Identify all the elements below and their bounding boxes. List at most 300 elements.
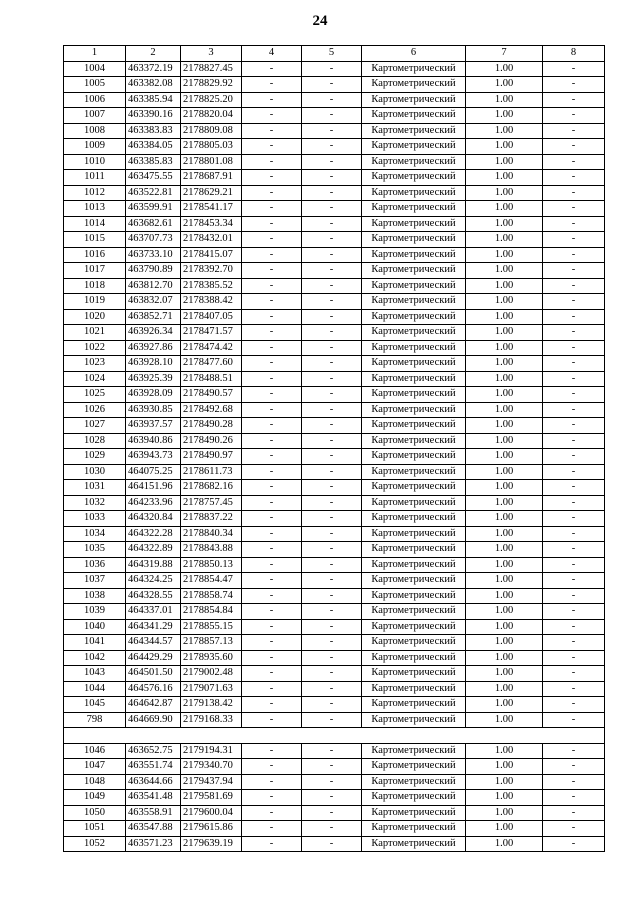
table-cell: 1.00 [466,92,543,108]
table-cell: 463599.91 [126,201,181,217]
table-cell: - [302,232,362,248]
table-cell: 1004 [64,61,126,77]
table-cell: - [543,743,605,759]
table-cell: 1.00 [466,77,543,93]
table-cell: 2178629.21 [181,185,242,201]
table-cell: - [543,681,605,697]
table-row [64,650,605,666]
table-cell: 1011 [64,170,126,186]
table-cell: - [543,170,605,186]
table-cell: - [242,495,302,511]
table-cell: - [242,511,302,527]
table-cell: 1.00 [466,61,543,77]
table-cell: 463812.70 [126,278,181,294]
table-cell: 1030 [64,464,126,480]
table-cell: - [302,154,362,170]
coordinates-table [63,45,605,852]
table-cell: 1.00 [466,666,543,682]
table-cell: 2179581.69 [181,790,242,806]
table-cell: - [543,619,605,635]
table-cell: 463551.74 [126,759,181,775]
table-cell: 2178432.01 [181,232,242,248]
table-cell: - [242,216,302,232]
table-cell: - [543,108,605,124]
table-cell: 1040 [64,619,126,635]
table-cell: 2178490.26 [181,433,242,449]
table-cell: 1035 [64,542,126,558]
table-cell: 1027 [64,418,126,434]
table-row [64,77,605,93]
table-cell: - [543,387,605,403]
table-cell: 1.00 [466,743,543,759]
table-cell: 1.00 [466,387,543,403]
table-cell: Картометрический [362,712,466,728]
table-cell: 1048 [64,774,126,790]
table-cell: 1.00 [466,790,543,806]
table-row [64,774,605,790]
table-cell: Картометрический [362,805,466,821]
table-row [64,743,605,759]
table-cell: - [543,278,605,294]
table-cell: Картометрический [362,480,466,496]
table-cell: - [242,464,302,480]
table-cell: 1.00 [466,371,543,387]
table-cell: 2178471.57 [181,325,242,341]
table-cell: 1019 [64,294,126,310]
table-cell: 463937.57 [126,418,181,434]
table-cell: 1.00 [466,604,543,620]
table-cell: 2178453.34 [181,216,242,232]
table-cell: 463926.34 [126,325,181,341]
table-cell: Картометрический [362,154,466,170]
table-cell: 463475.55 [126,170,181,186]
table-cell: 1.00 [466,805,543,821]
table-cell: - [242,263,302,279]
table-cell: 2178850.13 [181,557,242,573]
table-cell: - [302,743,362,759]
table-cell: - [543,294,605,310]
table-cell: Картометрический [362,542,466,558]
table-cell: 2179168.33 [181,712,242,728]
table-cell: - [302,61,362,77]
table-cell: - [543,154,605,170]
table-cell: Картометрический [362,790,466,806]
table-cell: 463547.88 [126,821,181,837]
table-cell: 1016 [64,247,126,263]
table-cell: - [543,774,605,790]
table-cell: 2178392.70 [181,263,242,279]
table-cell: - [302,790,362,806]
table-cell: 1.00 [466,216,543,232]
table-cell: Картометрический [362,216,466,232]
table-row [64,263,605,279]
table-cell: 1.00 [466,247,543,263]
table-cell: 1023 [64,356,126,372]
table-cell: - [543,418,605,434]
table-cell: 2178757.45 [181,495,242,511]
table-cell: Картометрический [362,356,466,372]
table-cell: - [242,774,302,790]
table-cell: Картометрический [362,92,466,108]
table-cell: - [302,216,362,232]
table-cell: Картометрический [362,77,466,93]
table-cell: Картометрический [362,418,466,434]
table-cell: - [302,495,362,511]
table-cell: - [543,402,605,418]
table-cell: - [302,805,362,821]
table-row [64,588,605,604]
table-cell: - [242,309,302,325]
table-cell: - [302,464,362,480]
table-cell: Картометрический [362,185,466,201]
table-row [64,464,605,480]
table-cell: Картометрический [362,247,466,263]
table-row [64,340,605,356]
blank-separator-row [64,728,605,744]
table-cell: - [543,542,605,558]
table-cell: - [302,542,362,558]
table-cell: Картометрический [362,635,466,651]
table-cell: 1022 [64,340,126,356]
table-row [64,387,605,403]
table-cell: Картометрический [362,278,466,294]
table-cell: - [302,774,362,790]
table-cell: - [302,588,362,604]
table-cell: 1013 [64,201,126,217]
table-cell: 463832.07 [126,294,181,310]
table-cell: 463925.39 [126,371,181,387]
table-row [64,821,605,837]
table-cell: 2178837.22 [181,511,242,527]
table-cell: - [302,759,362,775]
table-cell: 2178477.60 [181,356,242,372]
table-cell: 464320.84 [126,511,181,527]
table-row [64,92,605,108]
table-cell: - [242,170,302,186]
table-cell: 464337.01 [126,604,181,620]
table-cell: - [302,356,362,372]
table-cell: - [242,371,302,387]
table-cell: - [242,108,302,124]
table-cell: - [543,712,605,728]
table-cell: 2178854.47 [181,573,242,589]
table-cell: - [242,743,302,759]
table-cell: 1.00 [466,340,543,356]
table-cell: - [302,123,362,139]
table-row [64,154,605,170]
table-cell: 464576.16 [126,681,181,697]
table-cell: Картометрический [362,325,466,341]
table-cell: - [302,340,362,356]
table-cell: 1.00 [466,495,543,511]
table-cell: 2178490.28 [181,418,242,434]
table-cell: - [302,402,362,418]
table-cell: - [302,185,362,201]
table-cell: Картометрический [362,340,466,356]
table-cell: - [242,402,302,418]
table-cell: 463733.10 [126,247,181,263]
table-cell: 1.00 [466,635,543,651]
table-cell: - [242,790,302,806]
table-cell: - [242,387,302,403]
table-cell: - [302,712,362,728]
table-cell: Картометрический [362,511,466,527]
table-cell: 1018 [64,278,126,294]
table-row [64,635,605,651]
table-cell: 2178682.16 [181,480,242,496]
table-row [64,573,605,589]
table-row [64,542,605,558]
table-cell: 1010 [64,154,126,170]
table-cell: 2178388.42 [181,294,242,310]
table-cell: - [242,712,302,728]
table-cell: - [302,201,362,217]
table-cell: 1006 [64,92,126,108]
table-cell: - [302,836,362,852]
table-cell: 2178857.13 [181,635,242,651]
table-cell: 1.00 [466,278,543,294]
table-cell: - [302,294,362,310]
table-cell: - [302,387,362,403]
table-cell: Картометрический [362,650,466,666]
table-cell: 463571.23 [126,836,181,852]
table-cell: - [242,836,302,852]
table-cell: - [543,805,605,821]
table-cell: 1.00 [466,201,543,217]
table-row [64,201,605,217]
table-cell: - [302,92,362,108]
table-cell: Картометрический [362,232,466,248]
table-cell: 2178805.03 [181,139,242,155]
table-cell: 1.00 [466,185,543,201]
table-cell: Картометрический [362,573,466,589]
table-row [64,449,605,465]
column-header: 5 [302,46,362,62]
table-row [64,697,605,713]
table-cell: 2179138.42 [181,697,242,713]
column-header: 8 [543,46,605,62]
table-cell: - [242,666,302,682]
table-cell: 1021 [64,325,126,341]
table-cell: 2178490.97 [181,449,242,465]
table-cell: 463930.85 [126,402,181,418]
table-cell: 1.00 [466,588,543,604]
table-cell: 2178415.07 [181,247,242,263]
table-cell: 2178492.68 [181,402,242,418]
table-cell: 1.00 [466,573,543,589]
table-row [64,418,605,434]
table-cell: - [543,232,605,248]
table-cell: 1049 [64,790,126,806]
table-cell: Картометрический [362,759,466,775]
table-cell: - [302,108,362,124]
table-cell: - [543,449,605,465]
column-header: 1 [64,46,126,62]
table-cell: - [302,557,362,573]
table-cell: - [302,309,362,325]
table-cell: - [543,247,605,263]
table-cell: 2178611.73 [181,464,242,480]
table-cell: Картометрический [362,449,466,465]
table-row [64,247,605,263]
table-row [64,557,605,573]
table-cell: - [543,635,605,651]
table-cell: Картометрический [362,681,466,697]
table-cell: - [302,650,362,666]
table-cell: - [302,371,362,387]
table-cell: - [543,433,605,449]
table-cell: 2179600.04 [181,805,242,821]
table-row [64,805,605,821]
table-cell: - [543,511,605,527]
table-cell: 1.00 [466,433,543,449]
table-cell: Картометрический [362,294,466,310]
table-row [64,759,605,775]
table-cell: - [543,666,605,682]
table-cell: - [543,77,605,93]
table-cell: 463943.73 [126,449,181,465]
table-cell: - [242,61,302,77]
table-cell: 1033 [64,511,126,527]
table-cell: 1.00 [466,821,543,837]
table-cell: - [302,278,362,294]
column-header: 2 [126,46,181,62]
table-cell: 1041 [64,635,126,651]
table-cell: 2179071.63 [181,681,242,697]
table-cell: 463927.86 [126,340,181,356]
table-cell: - [242,185,302,201]
table-cell: Картометрический [362,263,466,279]
table-cell: 463372.19 [126,61,181,77]
table-cell: 464324.25 [126,573,181,589]
table-cell: - [302,449,362,465]
table-cell: - [543,309,605,325]
table-cell: - [543,123,605,139]
table-row [64,666,605,682]
blank-cell [64,728,605,744]
table-cell: 2179194.31 [181,743,242,759]
table-cell: - [242,92,302,108]
page-number: 24 [312,13,328,29]
table-cell: 463385.94 [126,92,181,108]
table-cell: - [302,170,362,186]
table-cell: - [302,511,362,527]
table-cell: - [543,325,605,341]
table-cell: - [302,619,362,635]
table-cell: 1047 [64,759,126,775]
table-cell: - [543,371,605,387]
table-cell: - [242,635,302,651]
table-cell: 464151.96 [126,480,181,496]
table-row [64,294,605,310]
table-cell: - [242,278,302,294]
table-row [64,511,605,527]
table-cell: 1.00 [466,464,543,480]
table-cell: Картометрический [362,697,466,713]
table-cell: 1050 [64,805,126,821]
table-cell: - [242,247,302,263]
table-cell: 1.00 [466,774,543,790]
table-cell: 1036 [64,557,126,573]
table-row [64,371,605,387]
table-cell: 463541.48 [126,790,181,806]
table-cell: 2178854.84 [181,604,242,620]
table-cell: - [242,77,302,93]
table-cell: 1.00 [466,418,543,434]
table-cell: 1015 [64,232,126,248]
table-cell: - [242,123,302,139]
table-cell: - [242,480,302,496]
table-cell: - [543,526,605,542]
table-cell: - [302,418,362,434]
table-cell: - [242,154,302,170]
table-cell: - [543,92,605,108]
table-cell: 464669.90 [126,712,181,728]
table-cell: Картометрический [362,371,466,387]
table-cell: 1.00 [466,123,543,139]
table-cell: 463390.16 [126,108,181,124]
table-cell: - [543,201,605,217]
table-cell: 2178687.91 [181,170,242,186]
table-cell: - [543,185,605,201]
table-cell: 1.00 [466,356,543,372]
table-cell: 2178474.42 [181,340,242,356]
table-cell: 1029 [64,449,126,465]
table-cell: 1038 [64,588,126,604]
table-cell: 1026 [64,402,126,418]
table-cell: 1007 [64,108,126,124]
table-row [64,170,605,186]
table-cell: 1020 [64,309,126,325]
table-cell: Картометрический [362,433,466,449]
table-cell: 2179639.19 [181,836,242,852]
table-cell: - [302,263,362,279]
table-cell: 1.00 [466,154,543,170]
table-cell: 463385.83 [126,154,181,170]
table-row [64,402,605,418]
table-cell: - [242,588,302,604]
table-cell: 1039 [64,604,126,620]
table-cell: 464501.50 [126,666,181,682]
table-cell: - [242,681,302,697]
table-cell: 1.00 [466,681,543,697]
table-cell: - [543,588,605,604]
table-cell: 2178801.08 [181,154,242,170]
table-cell: 1008 [64,123,126,139]
table-row [64,712,605,728]
table-cell: 1.00 [466,309,543,325]
table-cell: 1005 [64,77,126,93]
table-cell: 463707.73 [126,232,181,248]
table-cell: 2179437.94 [181,774,242,790]
table-row [64,681,605,697]
table-cell: 1017 [64,263,126,279]
table-cell: - [242,201,302,217]
table-cell: 464429.29 [126,650,181,666]
table-cell: 2178855.15 [181,619,242,635]
table-cell: Картометрический [362,387,466,403]
table-row [64,61,605,77]
table-body [64,61,605,852]
table-cell: Картометрический [362,170,466,186]
table-cell: 1042 [64,650,126,666]
table-cell: - [543,557,605,573]
column-header: 4 [242,46,302,62]
table-cell: 1009 [64,139,126,155]
table-cell: 2178488.51 [181,371,242,387]
table-cell: - [242,294,302,310]
table-cell: - [302,247,362,263]
